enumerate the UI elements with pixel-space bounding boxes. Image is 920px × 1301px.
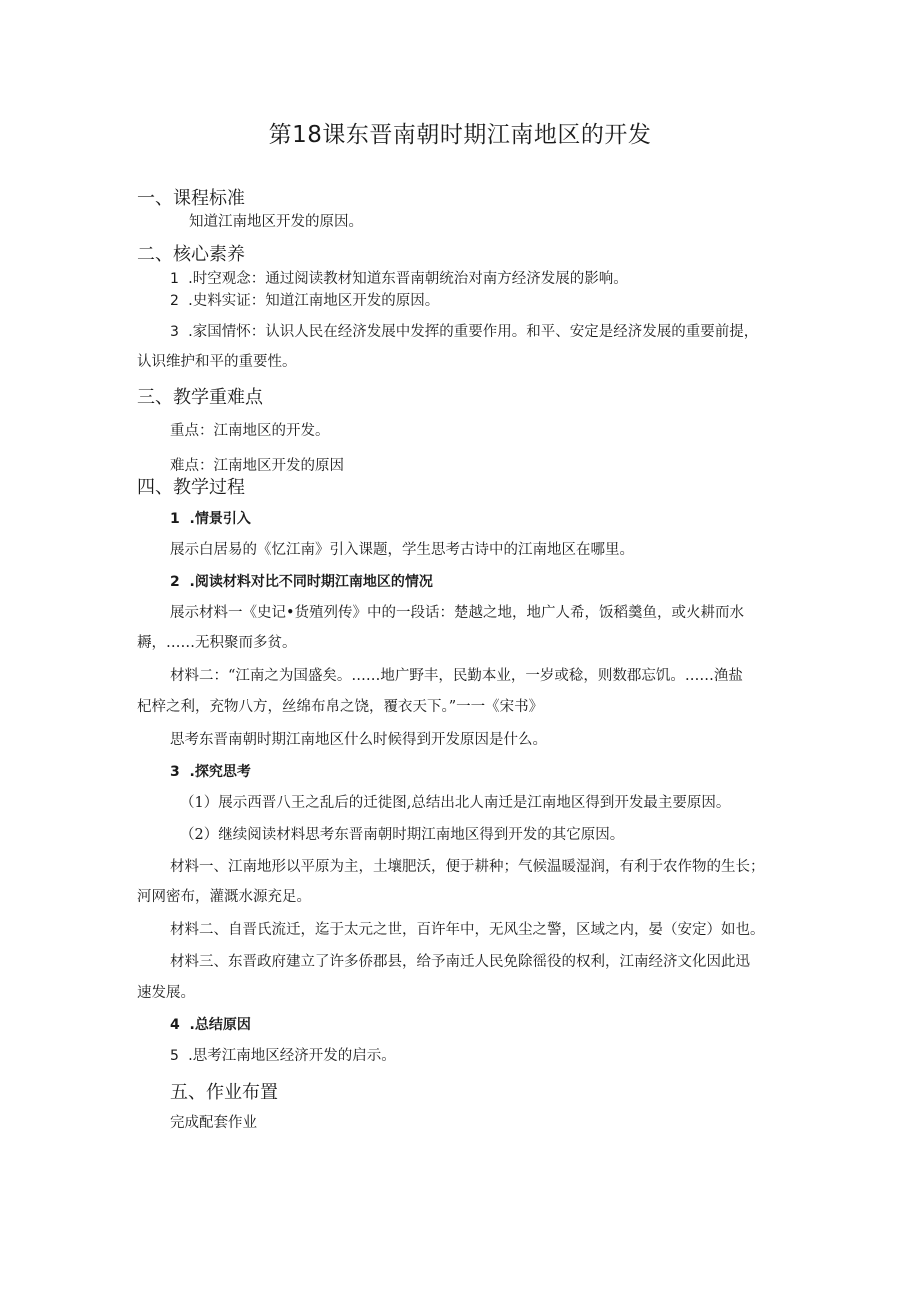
section-1-heading: 一、课程标准 xyxy=(137,188,245,209)
page-title: 第18课东晋南朝时期江南地区的开发 xyxy=(268,122,652,148)
reason-material-2: 材料二、自晋氏流迁，迄于太元之世，百许年中，无风尘之警，区域之内，晏（安定）如也。 xyxy=(170,922,765,938)
step-3-title xyxy=(170,762,251,782)
reason-material-1-line-1: 材料一、江南地形以平原为主，土壤肥沃，便于耕种；气候温暖湿润，有利于农作物的生长； xyxy=(170,859,765,875)
think-question: 思考东晋南朝时期江南地区什么时候得到开发原因是什么。 xyxy=(170,732,547,748)
material-1-line-1: 展示材料一《史记•货殖列传》中的一段话：楚越之地，地广人希，饭稻羹鱼，或火耕而水 xyxy=(170,605,745,621)
literacy-item-1-number: 1 xyxy=(170,271,179,287)
section-3-heading: 三、教学重难点 xyxy=(137,387,263,408)
step-5-text: .思考江南地区经济开发的启示。 xyxy=(188,1048,396,1064)
section-2-heading: 二、核心素养 xyxy=(137,244,245,265)
step-3-label: .探究思考 xyxy=(189,764,251,780)
literacy-item-3-continuation: 认识维护和平的重要性。 xyxy=(137,354,297,370)
step-1-title xyxy=(170,509,251,529)
explore-point-2: （2）继续阅读材料思考东晋南朝时期江南地区得到开发的其它原因。 xyxy=(180,827,625,843)
key-point: 重点：江南地区的开发。 xyxy=(170,423,330,439)
material-1-line-2: 耨，……无积聚而多贫。 xyxy=(137,635,297,651)
section-5-text: 完成配套作业 xyxy=(170,1115,257,1131)
literacy-item-3 xyxy=(170,322,758,342)
explore-point-1: （1）展示西晋八王之乱后的迁徙图,总结出北人南迁是江南地区得到开发最主要原因。 xyxy=(180,795,731,811)
material-2-line-2: 杞梓之利，充物八方，丝绵布帛之饶，覆衣天下。”一一《宋书》 xyxy=(137,699,544,715)
step-1-label: .情景引入 xyxy=(189,511,251,527)
step-2-label: .阅读材料对比不同时期江南地区的情况 xyxy=(189,574,433,590)
step-3-number: 3 xyxy=(170,764,180,780)
material-2-line-1: 材料二：“江南之为国盛矣。……地广野丰，民勤本业，一岁或稔，则数郡忘饥。……渔盐 xyxy=(170,668,743,684)
literacy-item-3-number: 3 xyxy=(170,324,179,340)
section-1-text: 知道江南地区开发的原因。 xyxy=(189,214,363,230)
step-5 xyxy=(170,1046,396,1066)
step-2-number: 2 xyxy=(170,574,180,590)
step-1-text: 展示白居易的《忆江南》引入课题，学生思考古诗中的江南地区在哪里。 xyxy=(170,542,634,558)
difficult-point: 难点：江南地区开发的原因 xyxy=(170,458,344,474)
reason-material-3-line-2: 速发展。 xyxy=(137,985,195,1001)
step-4-number: 4 xyxy=(170,1017,180,1033)
literacy-item-2 xyxy=(170,291,439,311)
literacy-item-1-text: .时空观念：通过阅读教材知道东晋南朝统治对南方经济发展的影响。 xyxy=(188,271,628,287)
literacy-item-1 xyxy=(170,269,628,289)
section-4-heading: 四、教学过程 xyxy=(137,477,245,498)
step-4-label: .总结原因 xyxy=(189,1017,251,1033)
section-5-heading: 五、作业布置 xyxy=(170,1082,278,1103)
step-2-title xyxy=(170,572,433,592)
step-4-title xyxy=(170,1015,251,1035)
step-5-number: 5 xyxy=(170,1048,179,1064)
reason-material-3-line-1: 材料三、东晋政府建立了许多侨郡县，给予南迁人民免除徭役的权利，江南经济文化因此迅 xyxy=(170,954,750,970)
step-1-number: 1 xyxy=(170,511,180,527)
literacy-item-2-text: .史料实证：知道江南地区开发的原因。 xyxy=(188,293,440,309)
literacy-item-3-text: .家国情怀：认识人民在经济发展中发挥的重要作用。和平、安定是经济发展的重要前提， xyxy=(188,324,759,340)
literacy-item-2-number: 2 xyxy=(170,293,179,309)
reason-material-1-line-2: 河网密布，灌溉水源充足。 xyxy=(137,889,311,905)
